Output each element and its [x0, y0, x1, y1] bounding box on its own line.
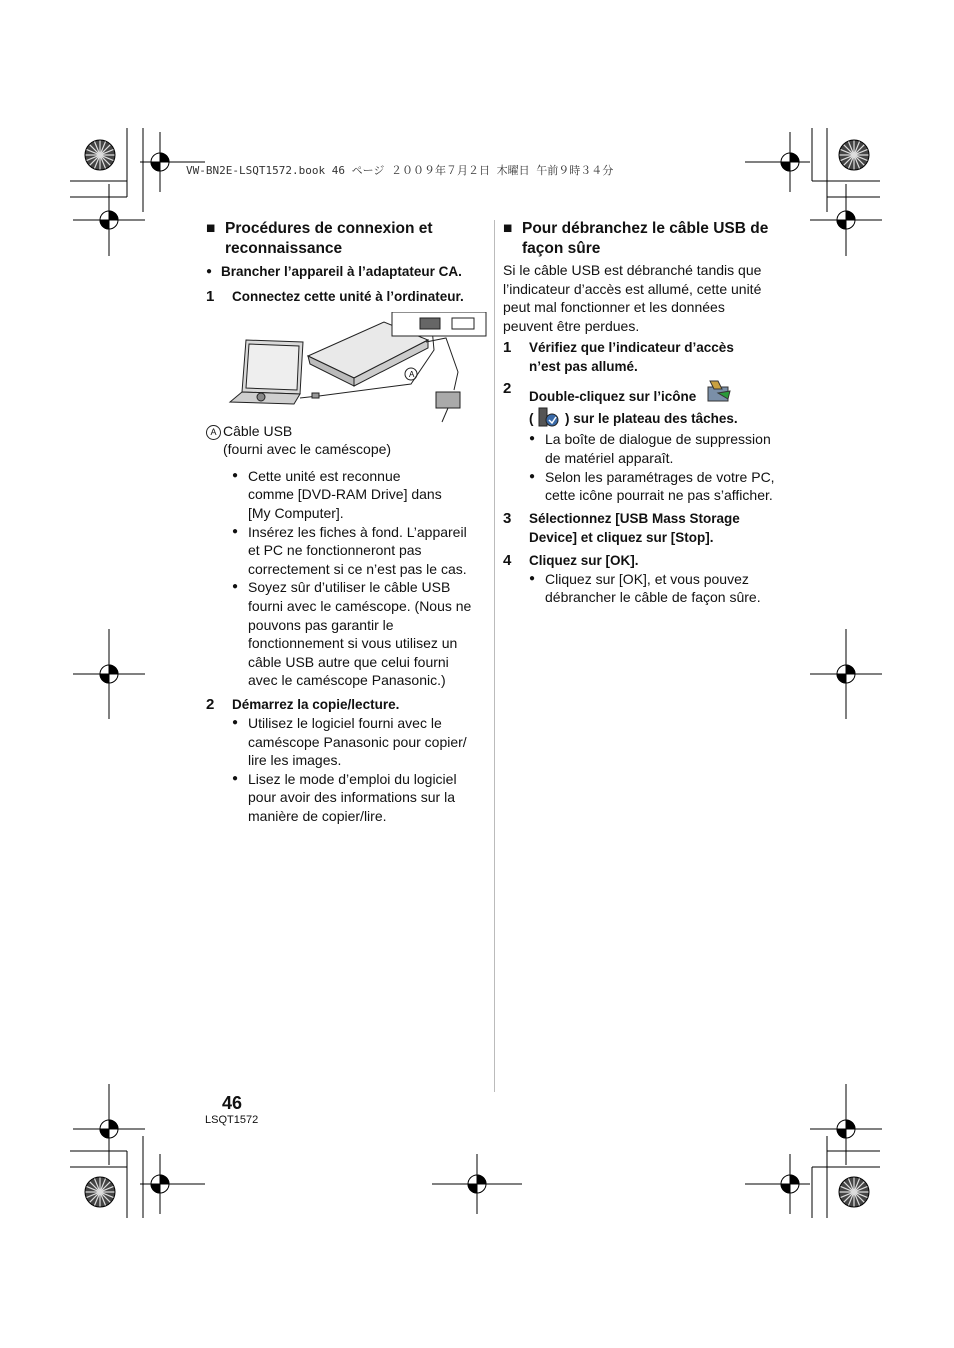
- column-divider: [494, 220, 495, 1092]
- connection-illustration: [206, 312, 488, 434]
- step-2: 2 Double-cliquez sur l’icône ( ) sur le plateau des tâches.: [503, 380, 738, 427]
- step-2: 2 Démarrez la copie/lecture.: [206, 695, 400, 713]
- usb-device-icon: [537, 406, 561, 428]
- page-number: 46: [222, 1093, 243, 1113]
- figure-caption: A Câble USB (fourni avec le caméscope): [206, 422, 488, 459]
- model-code: LSQT1572: [205, 1114, 259, 1126]
- intro-paragraph: Si le câble USB est débranché tandis que l’indicateur d’accès est allumé, cette unité peut mal fonctionner et les données peuvent être perdues.: [503, 262, 762, 334]
- step-4: 4 Cliquez sur [OK].: [503, 551, 639, 569]
- step-1: 1 Connectez cette unité à l’ordinateur.: [206, 287, 464, 305]
- step-3: 3 Sélectionnez [USB Mass Storage Device] et cliquez sur [Stop].: [503, 509, 740, 545]
- section-heading-unplug: ■ Pour débranchez le câble USB de façon sûre: [503, 220, 769, 257]
- step-2-bullets: [206, 714, 488, 826]
- list-item: ● Selon les paramétrages de votre PC, cette icône pourrait ne pas s’afficher.: [529, 468, 775, 504]
- square-bullet-icon: ■: [206, 220, 216, 237]
- list-item: ● Cette unité est reconnue comme [DVD-RAM Drive] dans [My Computer].: [232, 467, 442, 521]
- list-item: ● La boîte de dialogue de suppression de matériel apparaît.: [529, 431, 771, 466]
- list-item: ● Cliquez sur [OK], et vous pouvez débrancher le câble de façon sûre.: [529, 570, 761, 606]
- pre-bullet: ● Brancher l’appareil à l’adaptateur CA.: [206, 264, 462, 279]
- step-1: 1 Vérifiez que l’indicateur d’accès n’est pas allumé.: [503, 339, 734, 375]
- label-a-icon: A: [206, 425, 221, 440]
- safely-remove-hardware-icon: [704, 379, 734, 405]
- left-column: [206, 219, 488, 825]
- list-item: ● Soyez sûr d’utiliser le câble USB fourni avec le caméscope. (Nous ne pouvons pas garantir le fonctionnement si vous utilisez un câble USB autre que celui fourni avec le caméscope Panasonic.): [232, 579, 472, 689]
- step-2-bullets: [503, 430, 793, 504]
- label-a-icon: A: [409, 369, 415, 379]
- list-item: ● Lisez le mode d’emploi du logiciel pour avoir des informations sur la manière de copier/lire.: [232, 770, 457, 824]
- book-header: VW-BN2E-LSQT1572.book 46 ページ ２００９年７月２日 木曜日 午前９時３４分: [186, 164, 614, 177]
- step-1-bullets: [206, 467, 488, 690]
- right-column: [503, 219, 793, 607]
- square-bullet-icon: ■: [503, 220, 513, 237]
- step-4-bullets: [503, 570, 793, 607]
- list-item: ● Utilisez le logiciel fourni avec le caméscope Panasonic pour copier/ lire les images.: [232, 714, 467, 769]
- section-heading-connection: ■ Procédures de connexion et reconnaissance: [206, 220, 433, 257]
- list-item: ● Insérez les fiches à fond. L’appareil et PC ne fonctionneront pas correctement si ce n’est pas le cas.: [232, 523, 467, 577]
